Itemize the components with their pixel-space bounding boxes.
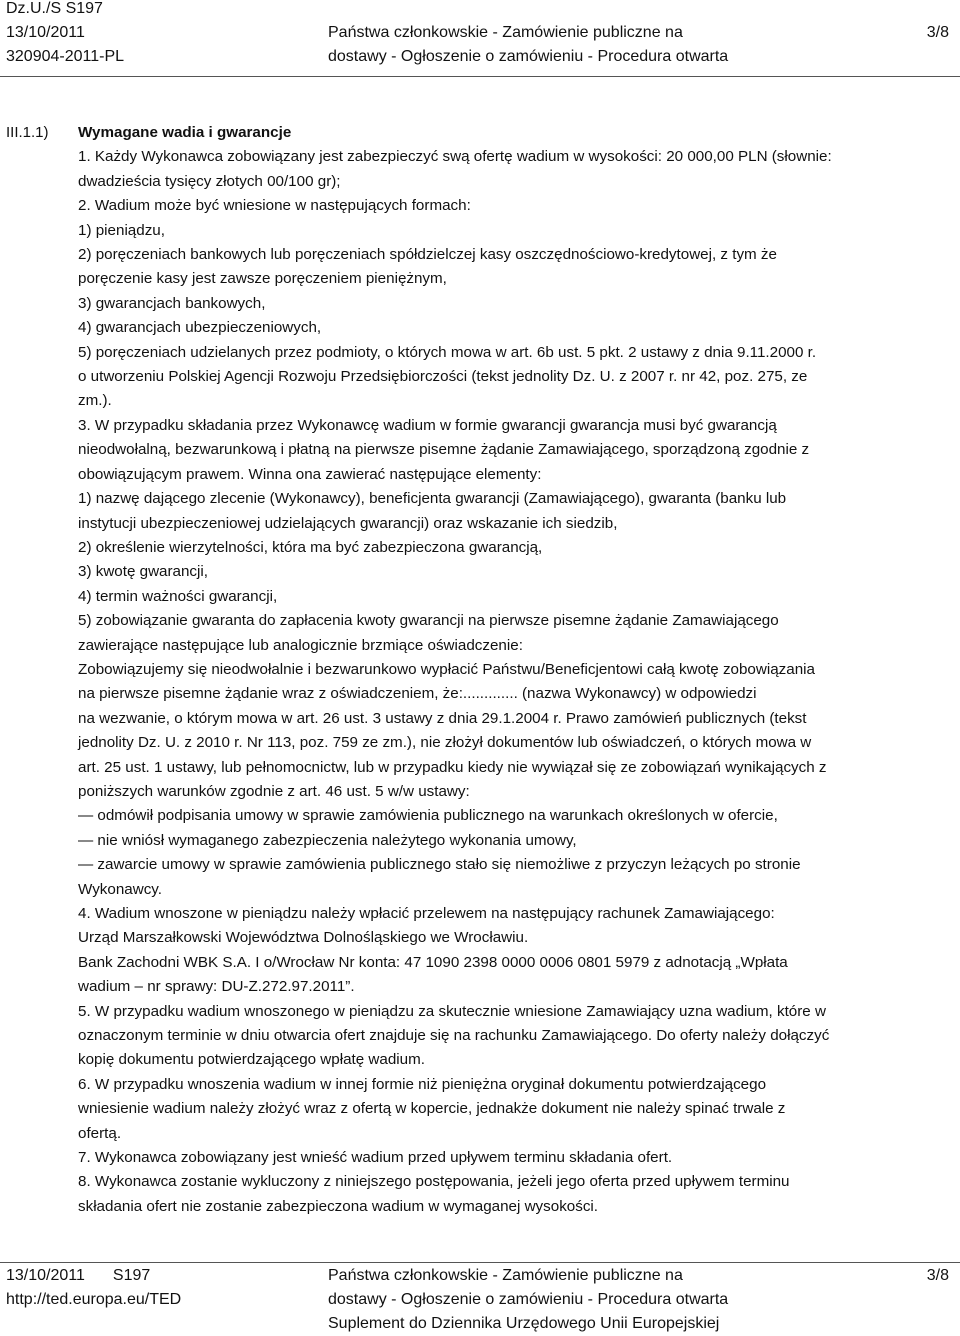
text-line: na wezwanie, o którym mowa w art. 26 ust. 3 ustawy z dnia 29.1.2004 r. Prawo zamówień publicznych (tekst	[78, 709, 807, 727]
notice-number: 320904-2011-PL	[6, 48, 125, 65]
section-text	[78, 145, 958, 1219]
footer-title-line-1: Państwa członkowskie - Zamówienie publiczne na	[328, 1267, 683, 1284]
text-line: — odmówił podpisania umowy w sprawie zamówienia publicznego na warunkach określonych w ofercie,	[78, 807, 778, 825]
text-line: 5) poręczeniach udzielanych przez podmioty, o których mowa w art. 6b ust. 5 pkt. 2 ustawy z dnia 9.11.2000 r.	[78, 343, 817, 361]
footer-supplement: Suplement do Dziennika Urzędowego Unii Europejskiej	[328, 1315, 720, 1332]
text-line: wniesienie wadium należy złożyć wraz z ofertą w kopercie, jednakże dokument nie należy spinać trwale z	[78, 1100, 786, 1118]
text-line: zawierające następujące lub analogicznie brzmiące oświadczenie:	[78, 636, 523, 654]
text-line: 1. Każdy Wykonawca zobowiązany jest zabezpieczyć swą ofertę wadium w wysokości: 20 000,00 PLN (słownie:	[78, 148, 832, 166]
footer-url[interactable]: http://ted.europa.eu/TED	[6, 1291, 182, 1308]
section-number: III.1.1)	[6, 124, 49, 141]
text-line: 2. Wadium może być wniesione w następujących formach:	[78, 197, 471, 215]
text-line: wadium – nr sprawy: DU-Z.272.97.2011”.	[78, 978, 355, 996]
footer-center	[328, 1264, 728, 1336]
text-line: na pierwsze pisemne żądanie wraz z oświadczeniem, że:............. (nazwa Wykonawcy) w odpowiedzi	[78, 685, 757, 703]
text-line: o utworzeniu Polskiej Agencji Rozwoju Przedsiębiorczości (tekst jednolity Dz. U. z 2007 r. nr 42, poz. 275, ze	[78, 368, 808, 386]
section-title: Wymagane wadia i gwarancje	[78, 124, 292, 141]
text-line: 3. W przypadku składania przez Wykonawcę wadium w formie gwarancji gwarancja musi być gwarancją	[78, 416, 777, 434]
footer-title-line-2: dostawy - Ogłoszenie o zamówieniu - Procedura otwarta	[328, 1291, 729, 1308]
footer-page-number: 3/8	[926, 1267, 949, 1284]
text-line: 4) termin ważności gwarancji,	[78, 587, 278, 605]
footer-divider	[0, 1262, 960, 1263]
header-title-line-1: Państwa członkowskie - Zamówienie publiczne na	[328, 24, 683, 41]
text-line: 4) gwarancjach ubezpieczeniowych,	[78, 319, 322, 337]
text-line: 5) zobowiązanie gwaranta do zapłacenia kwoty gwarancji na pierwsze pisemne żądanie Zamawiającego	[78, 612, 779, 630]
text-line: składania ofert nie zostanie zabezpieczona wadium w wymaganej wysokości.	[78, 1197, 599, 1215]
footer-left	[6, 1264, 181, 1312]
text-line: poręczenie kasy jest zawsze poręczeniem pieniężnym,	[78, 270, 447, 288]
text-line: ofertą.	[78, 1124, 122, 1142]
text-line: 8. Wykonawca zostanie wykluczony z niniejszego postępowania, jeżeli jego oferta przed upływem terminu	[78, 1173, 790, 1191]
text-line: jednolity Dz. U. z 2010 r. Nr 113, poz. 759 ze zm.), nie złożył dokumentów lub oświadczeń, o których mowa w	[78, 734, 812, 752]
text-line: — zawarcie umowy w sprawie zamówienia publicznego stało się niemożliwe z przyczyn leżących po stronie	[78, 856, 801, 874]
text-line: — nie wniósł wymaganego zabezpieczenia należytego wykonania umowy,	[78, 831, 577, 849]
text-line: kopię dokumentu potwierdzającego wpłatę wadium.	[78, 1051, 425, 1069]
text-line: 4. Wadium wnoszone w pieniądzu należy wpłacić przelewem na następujący rachunek Zamawiającego:	[78, 905, 775, 922]
header-center	[328, 21, 768, 69]
page-header	[0, 0, 960, 78]
text-line: 3) kwotę gwarancji,	[78, 563, 208, 581]
text-line: 3) gwarancjach bankowych,	[78, 294, 266, 312]
text-line: Zobowiązujemy się nieodwołalnie i bezwarunkowo wypłacić Państwu/Beneficjentowi całą kwotę zobowiązania	[78, 660, 815, 678]
text-line: poniższych warunków zgodnie z art. 46 ust. 5 w/w ustawy:	[78, 782, 470, 800]
text-line: 1) pieniądzu,	[78, 221, 165, 239]
text-line: art. 25 ust. 1 ustawy, lub pełnomocnictw, lub w przypadku kiedy nie wywiązał się ze zobowiązań wynikających z	[78, 758, 827, 776]
text-line: 1) nazwę dającego zlecenie (Wykonawcy), beneficjenta gwarancji (Zamawiającego), gwaranta (banku lub	[78, 490, 787, 508]
text-line: Bank Zachodni WBK S.A. I o/Wrocław Nr konta: 47 1090 2398 0000 0006 0801 5979 z adnotacją „Wpłata	[78, 953, 788, 971]
text-line: Urząd Marszałkowski Województwa Dolnośląskiego we Wrocławiu.	[78, 929, 529, 947]
header-date: 13/10/2011	[6, 24, 85, 41]
text-line: zm.).	[78, 392, 112, 410]
section-content	[78, 121, 958, 1219]
header-page-number: 3/8	[926, 24, 949, 41]
text-line: 5. W przypadku wadium wnoszonego w pieniądzu za skutecznie wniesione Zamawiający uzna wadium, które w	[78, 1002, 826, 1020]
text-line: 2) określenie wierzytelności, która ma być zabezpieczona gwarancją,	[78, 538, 543, 556]
text-line: 7. Wykonawca zobowiązany jest wnieść wadium przed upływem terminu składania ofert.	[78, 1149, 673, 1167]
text-line: 2) poręczeniach bankowych lub poręczeniach spółdzielczej kasy oszczędnościowo-kredytowej, z tym że	[78, 246, 777, 264]
text-line: oznaczonym terminie w dniu otwarcia ofert znajduje się na rachunku Zamawiającego. Do oferty należy dołączyć	[78, 1027, 830, 1045]
header-divider	[0, 76, 960, 77]
text-line: 6. W przypadku wnoszenia wadium w innej formie niż pieniężna oryginał dokumentu potwierdzającego	[78, 1075, 767, 1093]
header-left	[6, 0, 124, 69]
text-line: nieodwołalną, bezwarunkową i płatną na pierwsze pisemne żądanie Zamawiającego, sporządzoną zgodnie z	[78, 441, 810, 459]
footer-series: S197	[112, 1267, 151, 1284]
text-line: instytucji ubezpieczeniowej udzielających gwarancji) oraz wskazanie ich siedzib,	[78, 514, 618, 532]
journal-ref: Dz.U./S S197	[6, 0, 103, 17]
footer-date: 13/10/2011	[6, 1267, 85, 1284]
text-line: dwadzieścia tysięcy złotych 00/100 gr);	[78, 172, 341, 190]
text-line: Wykonawcy.	[78, 880, 162, 898]
page-footer	[0, 1262, 960, 1334]
text-line: obowiązującym prawem. Winna ona zawierać następujące elementy:	[78, 465, 542, 483]
header-title-line-2: dostawy - Ogłoszenie o zamówieniu - Procedura otwarta	[328, 48, 729, 65]
